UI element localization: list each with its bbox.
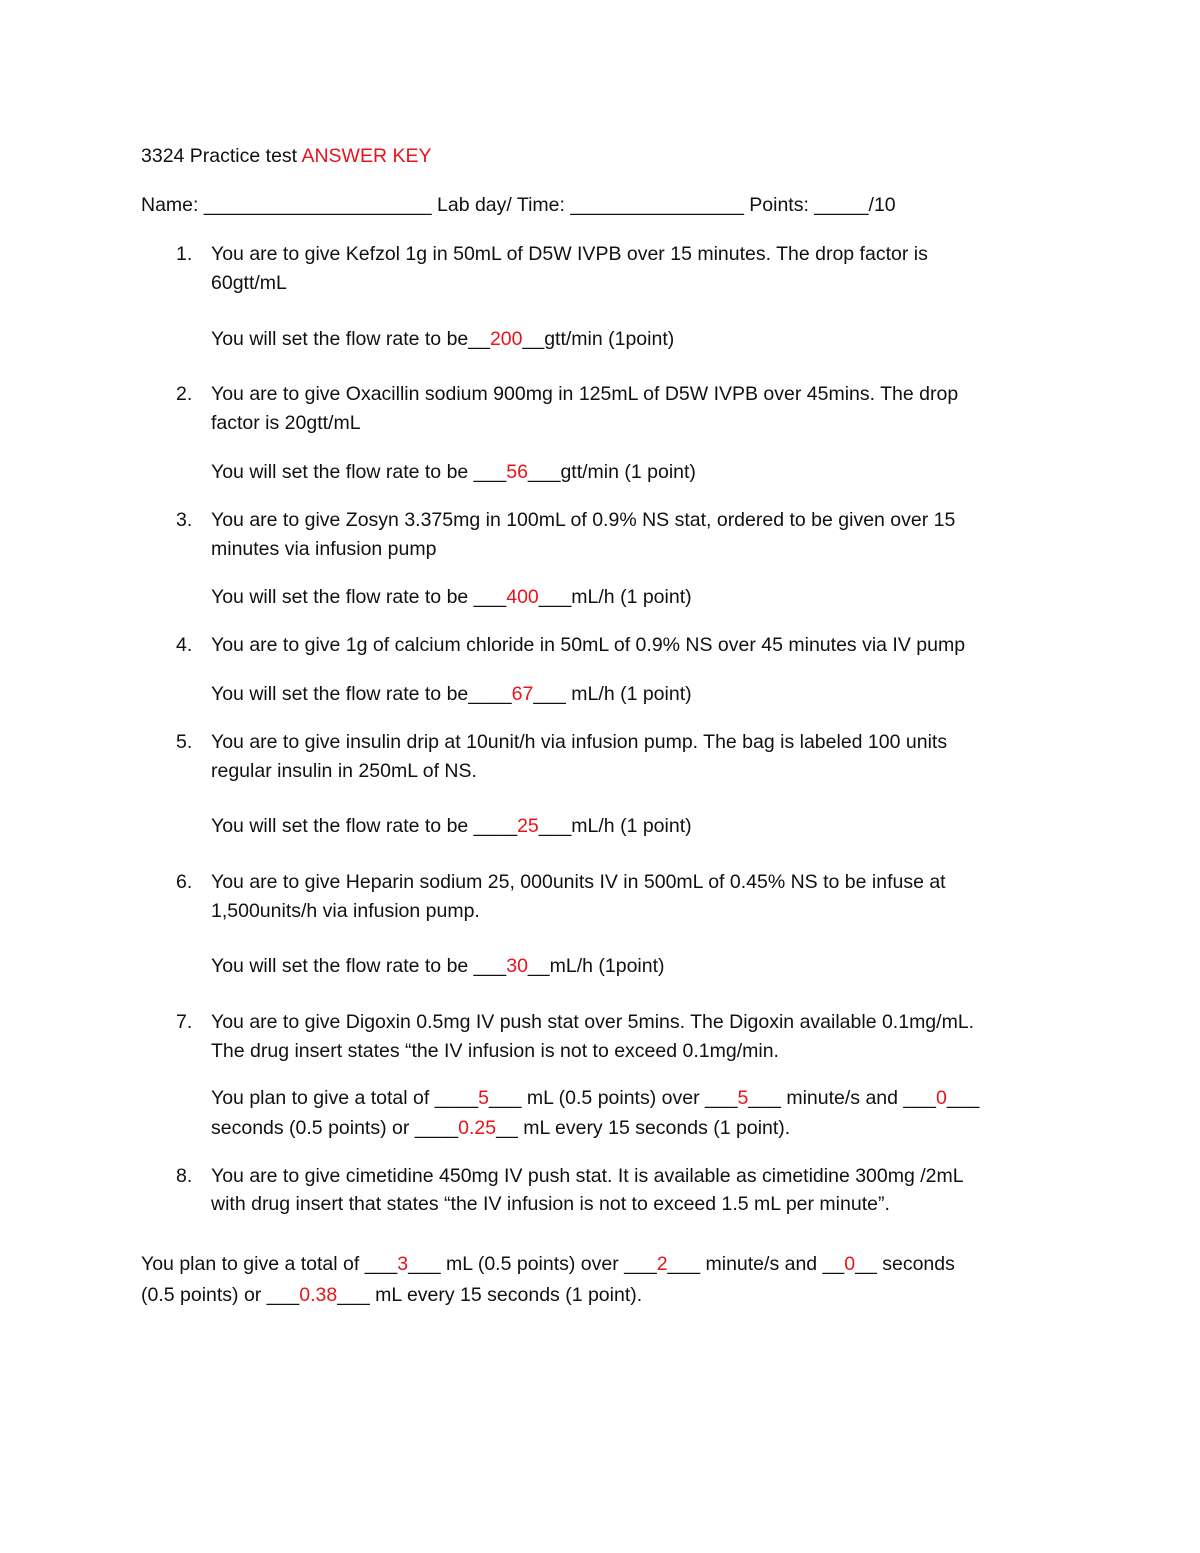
answer-value: 0.38 <box>299 1284 338 1306</box>
question-6-line-2: 1,500units/h via infusion pump. <box>211 900 480 922</box>
answer-text: (0.5 points) or ___ <box>141 1284 300 1306</box>
answer-value: 0.25 <box>458 1117 497 1139</box>
question-4-line-1: You are to give 1g of calcium chloride in 50mL of 0.9% NS over 45 minutes via IV pump <box>211 634 966 656</box>
question-1-line-1: You are to give Kefzol 1g in 50mL of D5W IVPB over 15 minutes. The drop factor is <box>211 243 928 265</box>
question-1-answer <box>211 325 674 353</box>
answer-text: ___ minute/s and __ <box>667 1253 845 1275</box>
question-2-line-1: You are to give Oxacillin sodium 900mg in 125mL of D5W IVPB over 45mins. The drop <box>211 383 959 405</box>
answer-text: ___ mL (0.5 points) over ___ <box>488 1087 738 1109</box>
question-1-line-2: 60gtt/mL <box>211 272 287 294</box>
question-8-line-2: with drug insert that states “the IV infusion is not to exceed 1.5 mL per minute”. <box>211 1193 890 1215</box>
page-title <box>141 142 431 170</box>
answer-text: You will set the flow rate to be____ <box>211 683 512 705</box>
answer-text: You will set the flow rate to be ____ <box>211 815 518 837</box>
answer-text: __ seconds <box>855 1253 955 1275</box>
question-number: 7. <box>176 1011 193 1033</box>
answer-text: seconds (0.5 points) or ____ <box>211 1117 459 1139</box>
question-number: 1. <box>176 243 193 265</box>
question-number: 4. <box>176 634 193 656</box>
answer-text: You will set the flow rate to be ___ <box>211 461 507 483</box>
answer-value: 56 <box>506 461 528 483</box>
answer-text: __gtt/min (1point) <box>522 328 675 350</box>
answer-text: ___ mL (0.5 points) over ___ <box>408 1253 657 1275</box>
question-7-answer-line-2 <box>211 1114 790 1142</box>
title-prefix: 3324 Practice test <box>141 145 302 167</box>
answer-text: ___mL/h (1 point) <box>538 815 692 837</box>
answer-key-label: ANSWER KEY <box>301 145 432 167</box>
question-6-line-1: You are to give Heparin sodium 25, 000units IV in 500mL of 0.45% NS to be infuse at <box>211 871 946 893</box>
answer-text: ___ minute/s and ___ <box>748 1087 936 1109</box>
answer-text: ___ <box>946 1087 980 1109</box>
question-4-answer <box>211 680 692 708</box>
question-number: 2. <box>176 383 193 405</box>
question-3-line-2: minutes via infusion pump <box>211 538 437 560</box>
question-3-answer <box>211 583 692 611</box>
answer-text: __ mL every 15 seconds (1 point). <box>496 1117 791 1139</box>
question-2-answer <box>211 458 696 486</box>
answer-value: 5 <box>737 1087 749 1109</box>
question-7-line-2: The drug insert states “the IV infusion is not to exceed 0.1mg/min. <box>211 1040 779 1062</box>
answer-value: 400 <box>506 586 539 608</box>
question-8-line-1: You are to give cimetidine 450mg IV push stat. It is available as cimetidine 300mg /2mL <box>211 1165 964 1187</box>
answer-value: 25 <box>517 815 539 837</box>
answer-value: 30 <box>506 955 528 977</box>
answer-text: You will set the flow rate to be__ <box>211 328 490 350</box>
answer-value: 2 <box>656 1253 668 1275</box>
answer-text: ___gtt/min (1 point) <box>527 461 696 483</box>
answer-text: ___ mL every 15 seconds (1 point). <box>337 1284 643 1306</box>
question-6-answer <box>211 952 665 980</box>
answer-value: 67 <box>511 683 534 705</box>
question-number: 8. <box>176 1165 193 1187</box>
answer-value: 0 <box>935 1087 947 1109</box>
answer-text: ___ mL/h (1 point) <box>533 683 692 705</box>
question-7-line-1: You are to give Digoxin 0.5mg IV push stat over 5mins. The Digoxin available 0.1mg/mL. <box>211 1011 975 1033</box>
question-8-answer-line-1 <box>141 1250 955 1278</box>
question-7-answer-line-1 <box>211 1084 979 1112</box>
question-2-line-2: factor is 20gtt/mL <box>211 412 361 434</box>
question-5-answer <box>211 812 692 840</box>
question-number: 5. <box>176 731 193 753</box>
question-5-line-2: regular insulin in 250mL of NS. <box>211 760 477 782</box>
question-3-line-1: You are to give Zosyn 3.375mg in 100mL of 0.9% NS stat, ordered to be given over 15 <box>211 509 956 531</box>
answer-text: You will set the flow rate to be ___ <box>211 955 507 977</box>
student-info-line: Name: _____________________ Lab day/ Time: ________________ Points: _____/10 <box>141 194 896 216</box>
answer-text: You will set the flow rate to be ___ <box>211 586 507 608</box>
answer-value: 200 <box>489 328 523 350</box>
answer-value: 5 <box>478 1087 489 1109</box>
answer-text: You plan to give a total of ____ <box>211 1087 479 1109</box>
answer-text: ___mL/h (1 point) <box>538 586 692 608</box>
answer-text: __mL/h (1point) <box>527 955 665 977</box>
question-5-line-1: You are to give insulin drip at 10unit/h via infusion pump. The bag is labeled 100 units <box>211 731 948 753</box>
question-8-answer-line-2 <box>141 1281 642 1309</box>
question-number: 3. <box>176 509 193 531</box>
question-number: 6. <box>176 871 193 893</box>
answer-text: You plan to give a total of ___ <box>141 1253 398 1275</box>
answer-value: 0 <box>844 1253 856 1275</box>
answer-value: 3 <box>397 1253 409 1275</box>
